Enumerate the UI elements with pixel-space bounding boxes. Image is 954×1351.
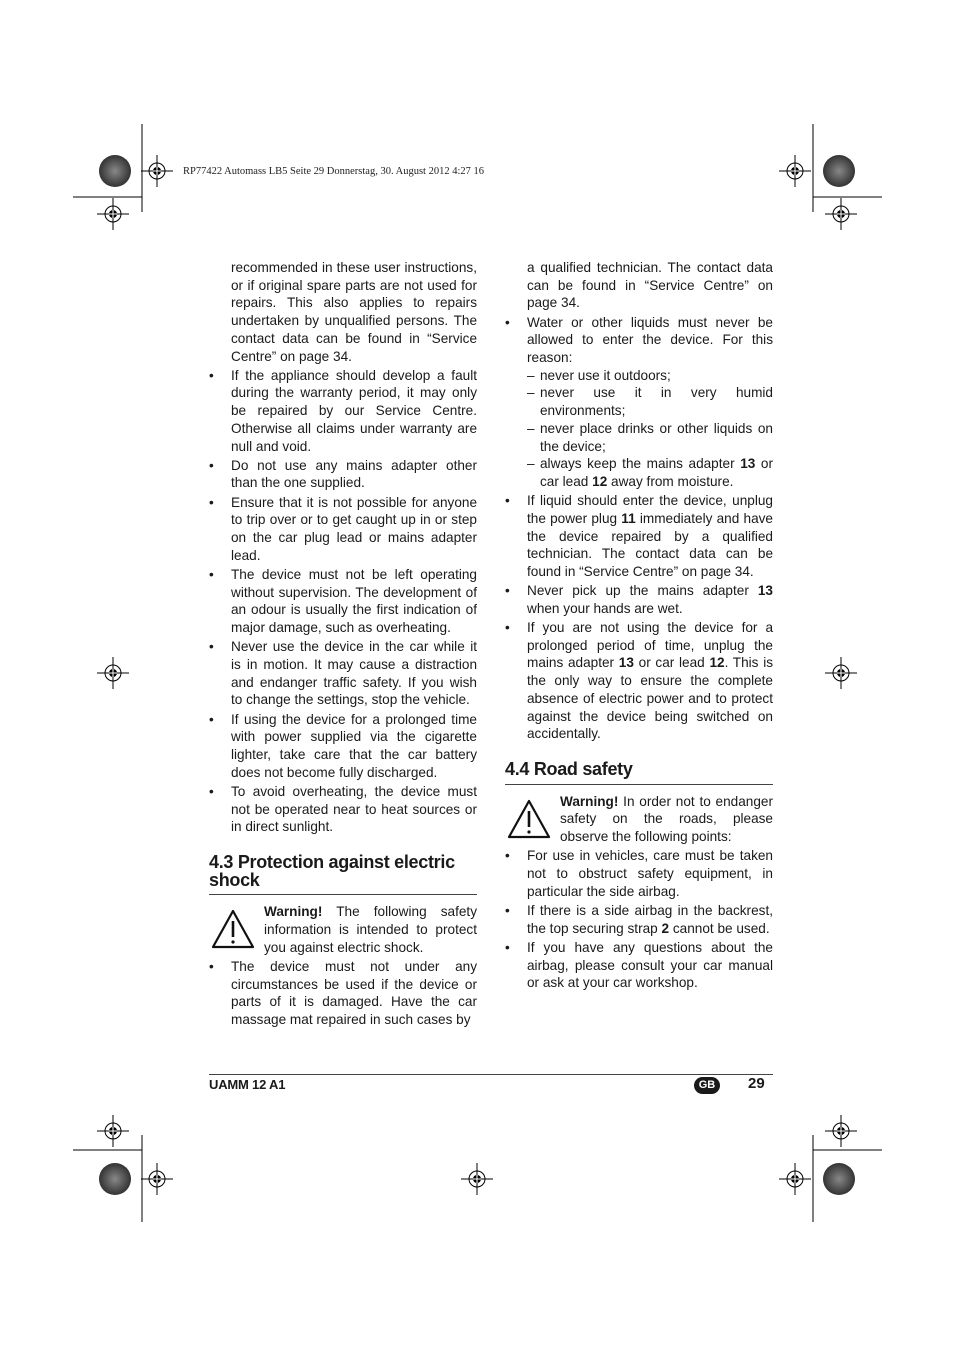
part-number: 13 [740, 456, 756, 472]
part-number: 13 [757, 583, 773, 599]
dash-item: – never use it in very humid environments; [527, 384, 773, 419]
list-item: • Never use the device in the car while it is in motion. It may cause a distraction and endanger traffic safety. If you wish to change the settings, stop the vehicle. [209, 638, 477, 709]
left-column [209, 259, 477, 1029]
footer-rule [209, 1074, 773, 1075]
text: If there is a side airbag in the backrest, the top securing strap [527, 902, 773, 936]
part-number: 13 [618, 655, 634, 671]
print-slug: RP77422 Automass LB5 Seite 29 Donnerstag, 30. August 2012 4:27 16 [183, 166, 485, 177]
model-number: UAMM 12 A1 [209, 1077, 286, 1092]
paragraph: recommended in these user instructions, or if original spare parts are not used for repairs. This also applies to repairs undertaken by unqualified persons. The contact data can be found in “Service Centre” on page 34. [231, 260, 477, 364]
bullet-list [505, 847, 773, 992]
list-item: • If using the device for a prolonged time with power supplied via the cigarette lighter, take care that the car battery does not become fully discharged. [209, 711, 477, 782]
text: away from moisture. [607, 473, 734, 489]
language-badge: GB [694, 1077, 720, 1094]
list-item: • Do not use any mains adapter other than the one supplied. [209, 457, 477, 492]
warning-block [209, 903, 477, 956]
dash-item: – never use it outdoors; [527, 367, 773, 385]
part-number: 12 [592, 473, 608, 489]
text: . This is the only way to ensure the complete absence of electric power and to protect against the device being switched on accidentally. [527, 655, 774, 742]
bullet-list [209, 958, 477, 1029]
dash-item: – never place drinks or other liquids on the device; [527, 420, 773, 455]
text: always keep the mains adapter [540, 456, 741, 472]
warning-triangle-icon [211, 909, 255, 949]
part-number: 2 [661, 920, 670, 936]
list-item: • If the appliance should develop a fault during the warranty period, it may only be repaired by our Service Centre. Otherwise all claims under warranty are null and void. [209, 367, 477, 456]
warning-label: Warning! [560, 793, 619, 809]
warning-triangle-icon [507, 799, 551, 839]
list-item: • The device must not be left operating without supervision. The development of an odour is usually the first indication of major damage, such as overheating. [209, 566, 477, 637]
list-item [505, 314, 773, 491]
bullet-list [209, 367, 477, 836]
text: If liquid should enter the device, unplug the power plug [527, 493, 773, 526]
text: cannot be used. [669, 920, 770, 936]
list-item-text: Water or other liquids must never be allowed to enter the device. For this reason: [527, 314, 773, 366]
list-item: • For use in vehicles, care must be taken not to obstruct safety equipment, in particular the side airbag. [505, 847, 773, 900]
list-item: • The device must not under any circumstances be used if the device or parts of it is damaged. Have the car massage mat repaired in such cases by [209, 958, 477, 1029]
part-number: 12 [709, 655, 725, 671]
text: If you are not using the device for a prolonged period of time, unplug the mains adapter [527, 620, 773, 671]
section-heading: 4.3 Protection against electric shock [209, 854, 477, 895]
page-number: 29 [748, 1075, 765, 1092]
dash-list [527, 367, 773, 491]
list-item [505, 582, 773, 617]
list-item: • If you have any questions about the airbag, please consult your car manual or ask at your car workshop. [505, 939, 773, 992]
warning-text: The following safety information is intended to protect you against electric shock. [264, 904, 477, 955]
section-heading: 4.4 Road safety [505, 761, 773, 785]
text: when your hands are wet. [527, 600, 683, 616]
list-item [505, 492, 773, 581]
text: Never pick up the mains adapter [527, 583, 758, 599]
text: or car lead [633, 655, 710, 671]
paragraph: a qualified technician. The contact data can be found in “Service Centre” on page 34. [527, 260, 773, 311]
warning-label: Warning! [264, 904, 323, 920]
list-item: • Ensure that it is not possible for anyone to trip over or to get caught up in or step on the car plug lead or mains adapter lead. [209, 494, 477, 565]
part-number: 11 [621, 510, 636, 526]
bullet-list [505, 314, 773, 743]
warning-block [505, 793, 773, 846]
text: immediately and have the device repaired by a qualified technician. The contact data can be found in “Service Centre” on page 34. [527, 510, 773, 579]
right-column [505, 259, 773, 992]
dash-item [527, 455, 773, 490]
warning-text: In order not to endanger safety on the roads, please observe the following points: [560, 793, 773, 845]
text: or car lead [540, 456, 773, 489]
list-item: • To avoid overheating, the device must not be operated near to heat sources or in direct sunlight. [209, 783, 477, 836]
list-item [505, 902, 773, 937]
list-item [505, 619, 773, 743]
